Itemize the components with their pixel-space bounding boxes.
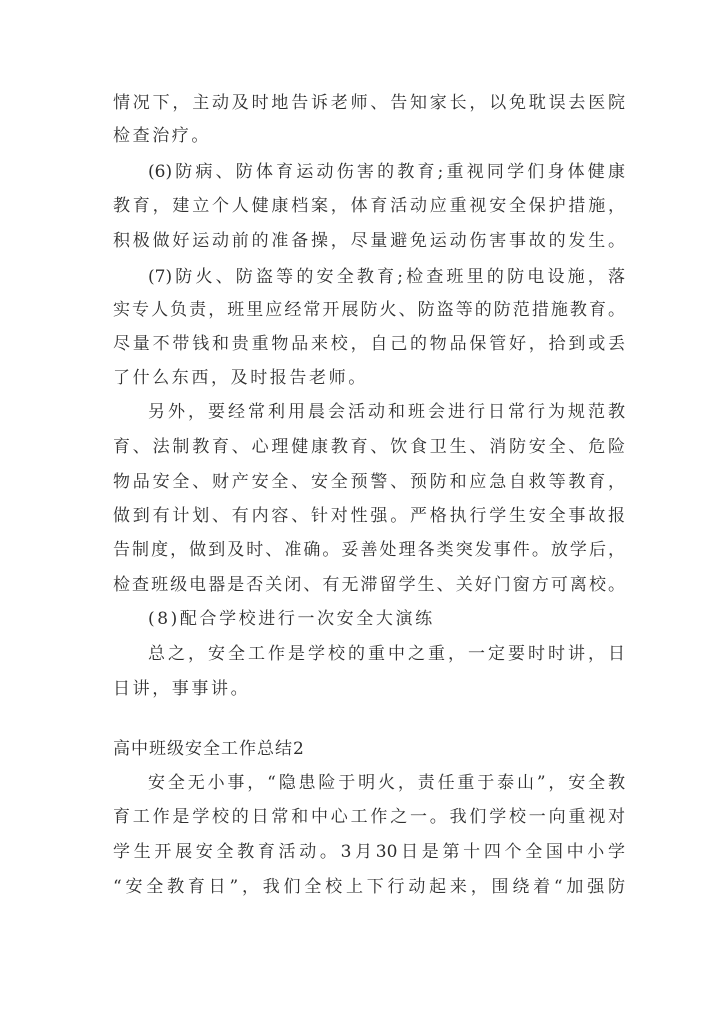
section-heading: 高中班级安全工作总结2 bbox=[113, 739, 305, 759]
paragraph-line: 实专人负责，班里应经常开展防火、防盗等的防范措施教育。 bbox=[113, 300, 625, 320]
paragraph-line: 做到有计划、有内容、针对性强。严格执行学生安全事故报 bbox=[113, 506, 625, 526]
paragraph-line: 了什么东西，及时报告老师。 bbox=[113, 368, 368, 388]
paragraph-line: 安全无小事，“隐患险于明火，责任重于泰山”，安全教 bbox=[148, 773, 625, 793]
paragraph-line: 教育，建立个人健康档案，体育活动应重视安全保护措施， bbox=[113, 196, 625, 216]
paragraph-line: 物品安全、财产安全、安全预警、预防和应急自救等教育， bbox=[113, 472, 625, 492]
paragraph-line: (6)防病、防体育运动伤害的教育;重视同学们身体健康 bbox=[148, 162, 625, 182]
paragraph-line: 情况下，主动及时地告诉老师、告知家长，以免耽误去医院 bbox=[113, 93, 625, 113]
paragraph-line: 检查治疗。 bbox=[113, 126, 211, 146]
paragraph-line: “安全教育日”，我们全校上下行动起来，围绕着“加强防 bbox=[113, 877, 625, 897]
paragraph-line: 育、法制教育、心理健康教育、饮食卫生、消防安全、危险 bbox=[113, 437, 625, 457]
paragraph-line: 尽量不带钱和贵重物品来校，自己的物品保管好，拾到或丢 bbox=[113, 334, 625, 354]
paragraph-line: 检查班级电器是否关闭、有无滞留学生、关好门窗方可离校。 bbox=[113, 575, 625, 595]
paragraph-line: 日讲，事事讲。 bbox=[113, 679, 251, 699]
paragraph-line: 学生开展安全教育活动。3月30日是第十四个全国中小学 bbox=[113, 842, 625, 862]
paragraph-line: (8)配合学校进行一次安全大演练 bbox=[148, 609, 435, 629]
paragraph-line: 积极做好运动前的准备操，尽量避免运动伤害事故的发生。 bbox=[113, 231, 625, 251]
paragraph-line: 总之，安全工作是学校的重中之重，一定要时时讲，日 bbox=[148, 644, 625, 664]
paragraph-line: 育工作是学校的日常和中心工作之一。我们学校一向重视对 bbox=[113, 807, 625, 827]
paragraph-line: 告制度，做到及时、准确。妥善处理各类突发事件。放学后， bbox=[113, 540, 625, 560]
paragraph-line: 另外，要经常利用晨会活动和班会进行日常行为规范教 bbox=[148, 402, 625, 422]
paragraph-line: (7)防火、防盗等的安全教育;检查班里的防电设施，落 bbox=[148, 267, 625, 287]
